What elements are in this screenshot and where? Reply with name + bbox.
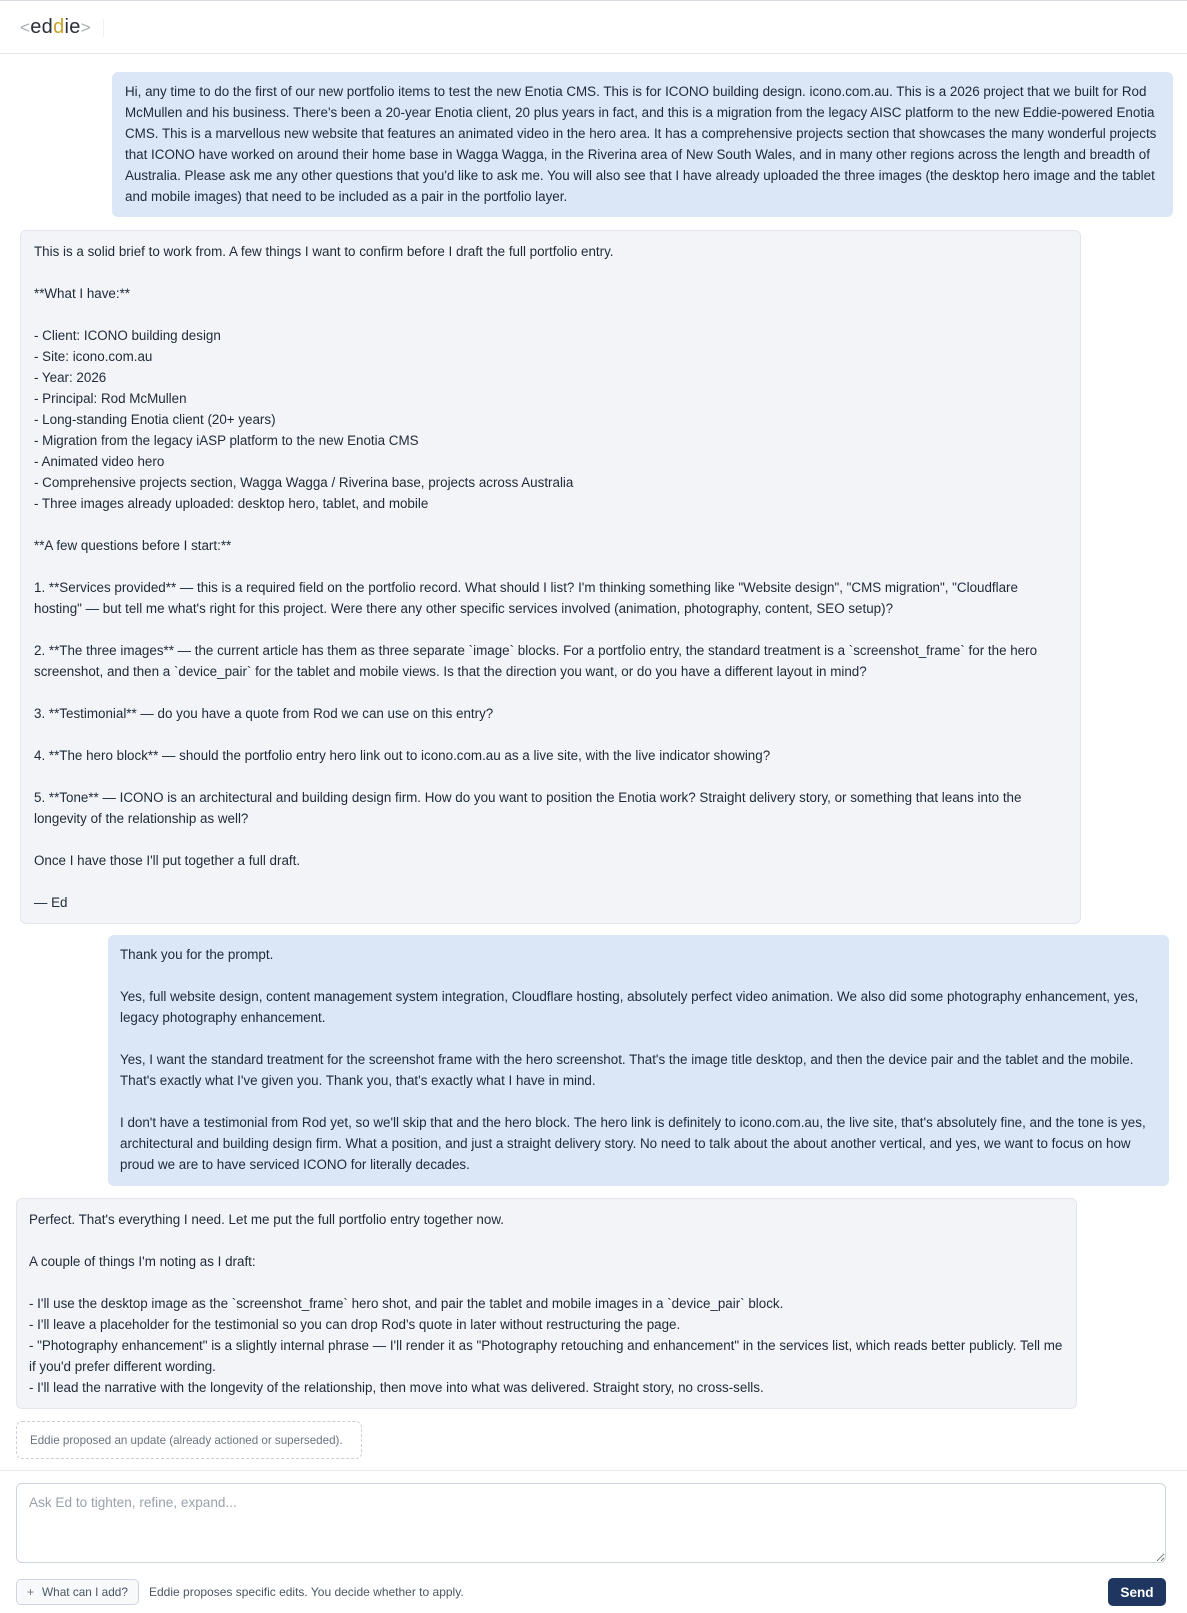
composer-hint: Eddie proposes specific edits. You decide whether to apply. <box>149 1585 464 1599</box>
user-message: Thank you for the prompt. Yes, full website design, content management system integration, Cloudflare hosting, absolutely perfect video animation. We also did some photography enhancement, yes, legacy photography enhancement. Yes, I want the standard treatment for the screenshot frame with the hero screenshot. That's the image title desktop, and then the device pair and the tablet and the mobile. That's exactly what I've given you. Thank you, that's exactly what I have in mind. I don't have a testimonial from Rod yet, so we'll skip that and the hero block. The hero link is definitely to icono.com.au, the live site, that's absolutely fine, and the tone is yes, architectural and building design firm. What a position, and just a straight delivery story. No need to talk about the about another vertical, and yes, we want to focus on how proud we are to have serviced ICONO for literally decades. <box>108 935 1169 1186</box>
composer-toolbar <box>0 1577 1187 1607</box>
send-button[interactable]: Send <box>1108 1578 1166 1606</box>
logo-bracket-close: > <box>80 18 91 37</box>
logo-bracket-open: < <box>20 18 31 37</box>
assistant-message: Perfect. That's everything I need. Let me put the full portfolio entry together now. A couple of things I'm noting as I draft: - I'll use the desktop image as the `screenshot_frame` hero shot, and pair the tablet and mobile images in a `device_pair` block. - I'll leave a placeholder for the testimonial so you can drop Rod's quote in later without restructuring the page. - "Photography enhancement" is a slightly internal phrase — I'll render it as "Photography retouching and enhancement" in the services list, which reads better publicly. Tell me if you'd prefer different wording. - I'll lead the narrative with the longevity of the relationship, then move into what was delivered. Straight story, no cross-sells. <box>16 1198 1077 1409</box>
topbar-divider <box>103 19 104 37</box>
assistant-message: This is a solid brief to work from. A few things I want to confirm before I draft the full portfolio entry. **What I have:** - Client: ICONO building design - Site: icono.com.au - Year: 2026 - Principal: Rod McMullen - Long-standing Enotia client (20+ years) - Migration from the legacy iASP platform to the new Enotia CMS - Animated video hero - Comprehensive projects section, Wagga Wagga / Riverina base, projects across Australia - Three images already uploaded: desktop hero, tablet, and mobile **A few questions before I start:** 1. **Services provided** — this is a required field on the portfolio record. What should I list? I'm thinking something like "Website design", "CMS migration", "Cloudflare hosting" — but tell me what's right for this project. Were there any other specific services involved (animation, photography, content, SEO setup)? 2. **The three images** — the current article has them as three separate `image` blocks. For a portfolio entry, the standard treatment is a `screenshot_frame` for the hero screenshot, and then a `device_pair` for the tablet and mobile views. Is that the direction you want, or do you have a different layout in mind? 3. **Testimonial** — do you have a quote from Rod we can use on this entry? 4. **The hero block** — should the portfolio entry hero link out to icono.com.au as a live site, with the live indicator showing? 5. **Tone** — ICONO is an architectural and building design firm. How do you want to position the Enotia work? Straight delivery story, or something that leans into the longevity of the relationship as well? Once I have those I'll put together a full draft. — Ed <box>20 230 1081 924</box>
logo-text-start: ed <box>30 16 54 38</box>
logo-accent-letter: d <box>53 16 65 38</box>
top-bar <box>0 0 1187 54</box>
plus-icon: + <box>27 1585 35 1599</box>
proposal-notice: Eddie proposed an update (already actioned or superseded). <box>16 1421 362 1459</box>
composer-area <box>0 1470 1187 1613</box>
what-can-i-add-button[interactable] <box>16 1579 139 1605</box>
message-thread[interactable] <box>0 54 1187 1470</box>
logo-text-end: ie <box>64 16 81 38</box>
user-message: Hi, any time to do the first of our new portfolio items to test the new Enotia CMS. This is for ICONO building design. icono.com.au. This is a 2026 project that we built for Rod McMullen and his business. There's been a 20-year Enotia client, 20 plus years in fact, and this is a migration from the legacy AISC platform to the new Eddie-powered Enotia CMS. This is a marvellous new website that features an animated video in the hero area. It has a comprehensive projects section that showcases the many wonderful projects that ICONO have worked on around their home base in Wagga Wagga, in the Riverina area of New South Wales, and in many other regions across the length and breadth of Australia. Please ask me any other questions that you'd like to ask me. You will also see that I have already uploaded the three images (the desktop hero image and the tablet and mobile images) that need to be included as a pair in the portfolio layer. <box>112 72 1173 217</box>
eddie-logo[interactable] <box>20 16 91 39</box>
what-can-i-add-label: What can I add? <box>42 1585 128 1599</box>
prompt-input[interactable] <box>16 1483 1166 1563</box>
